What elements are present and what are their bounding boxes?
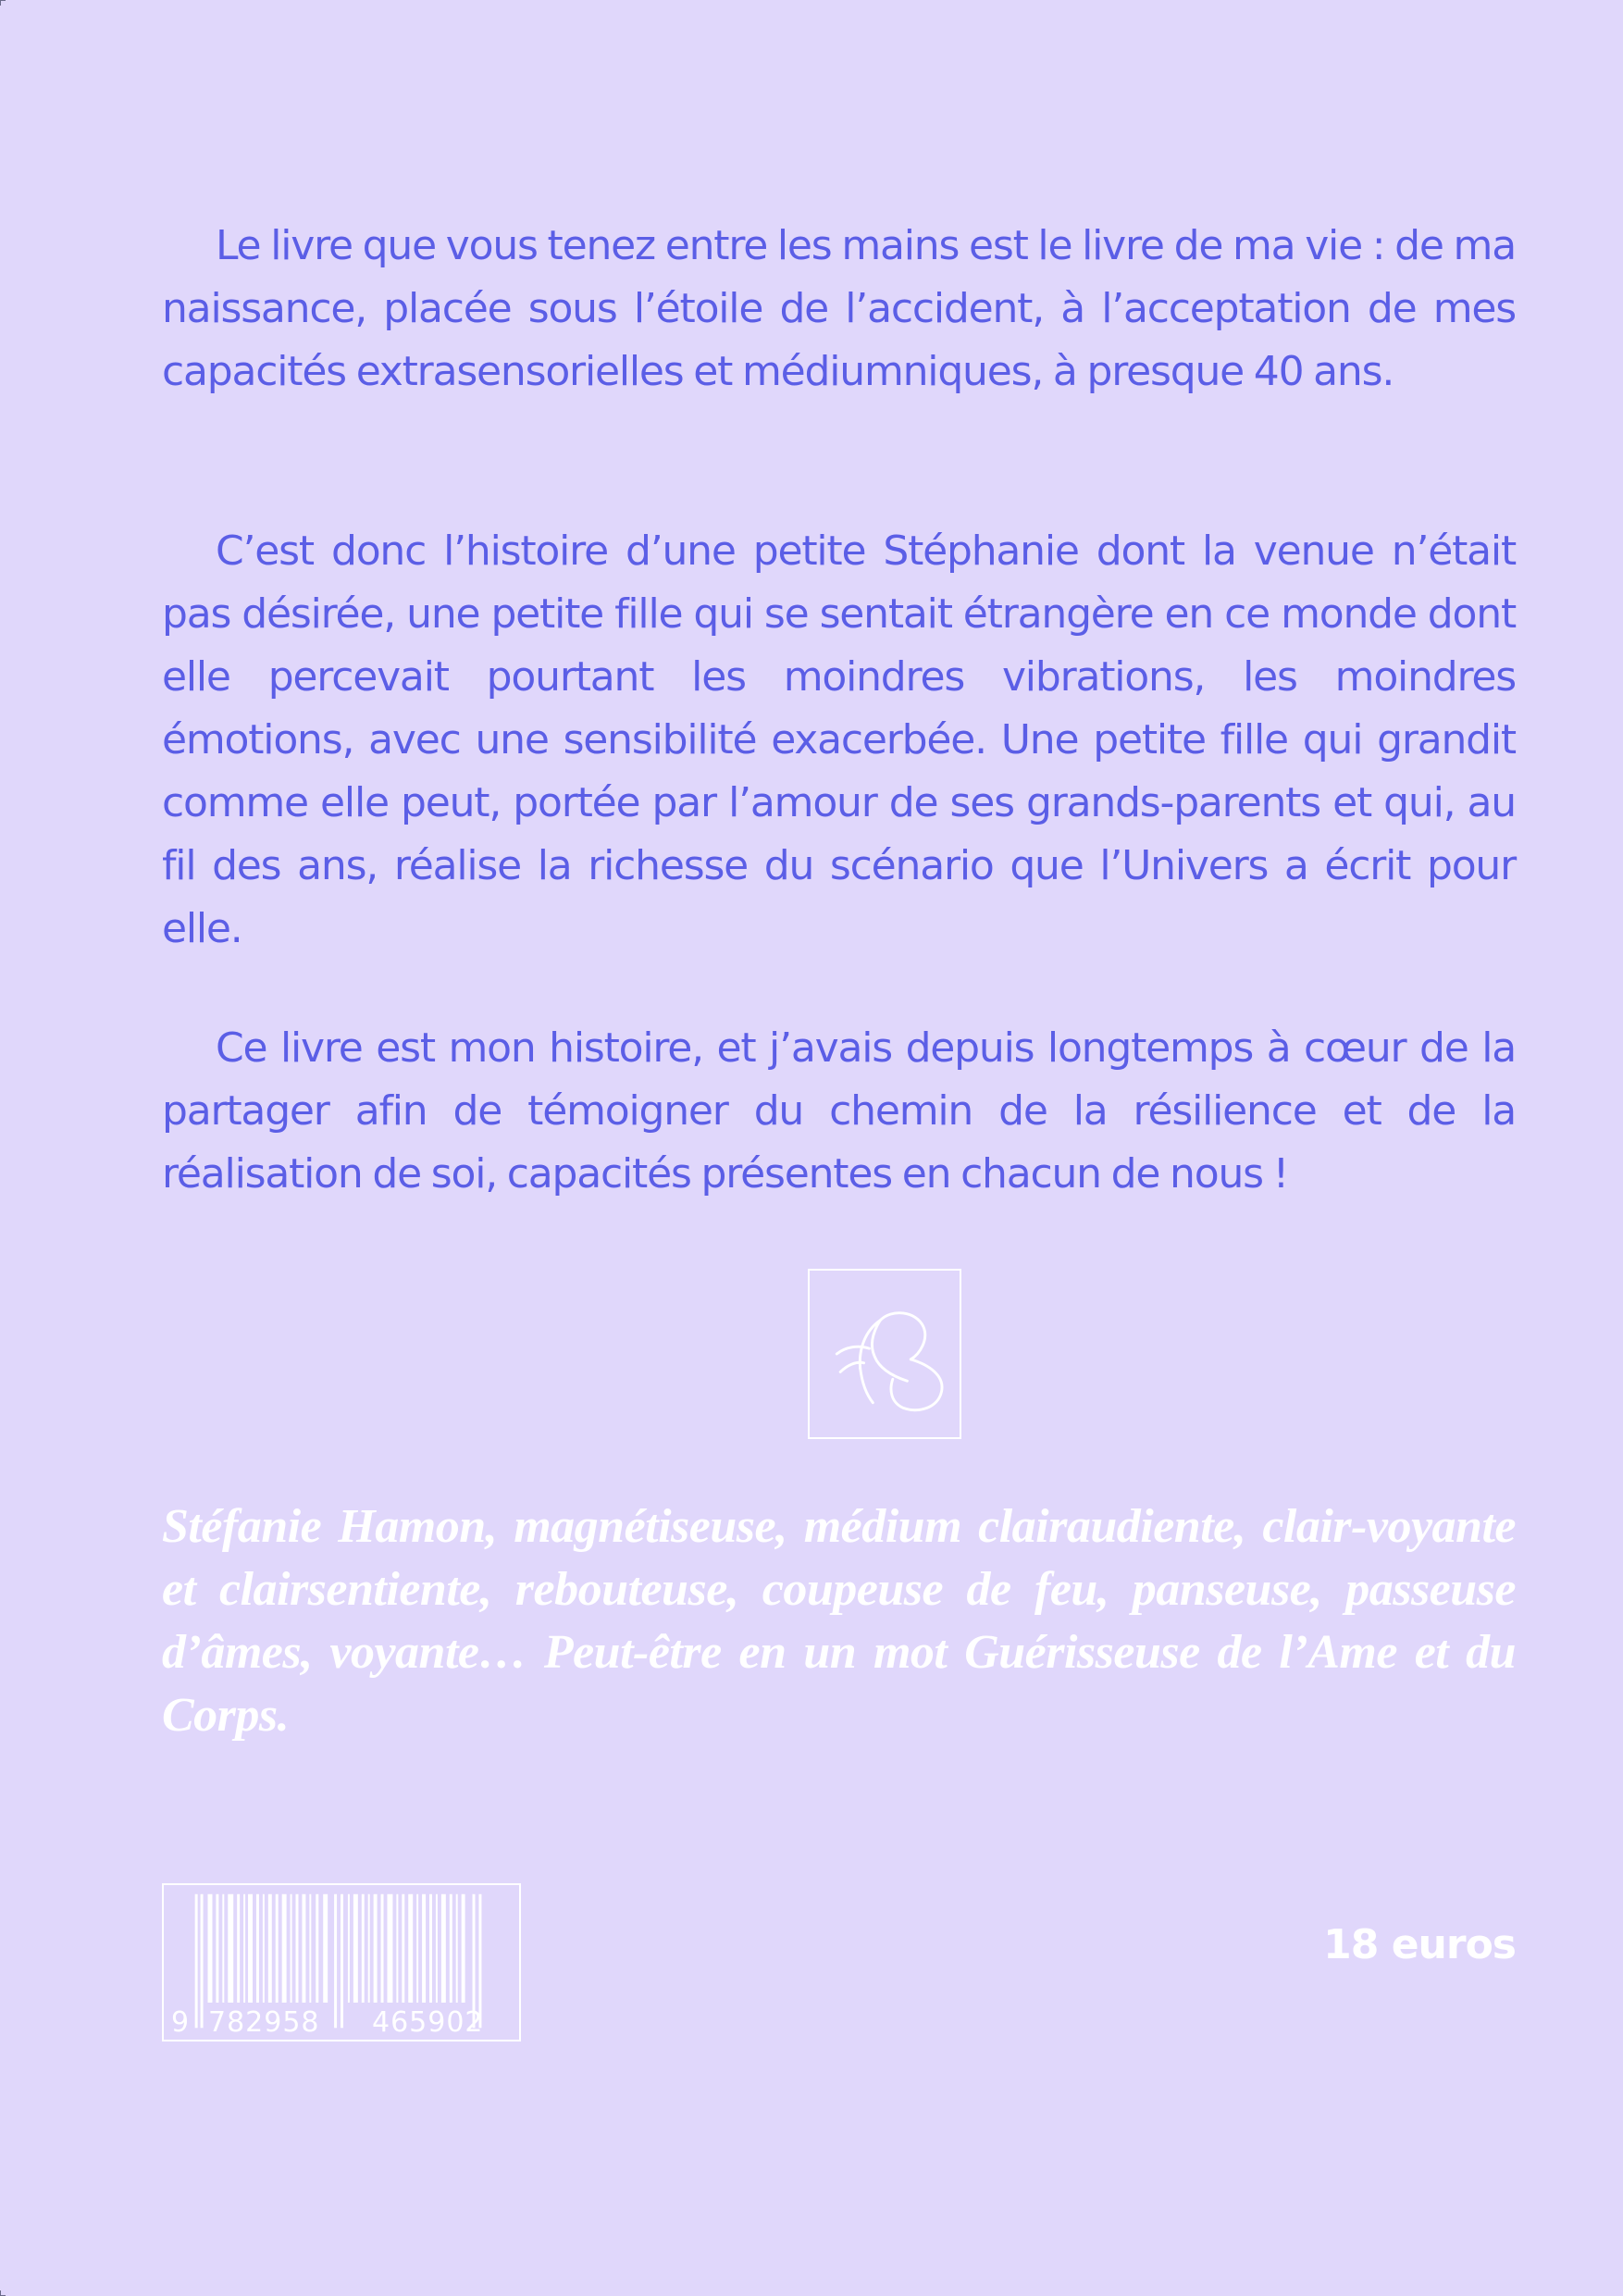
- crop-mark: [0, 0, 6, 6]
- author-bio: Stéfanie Hamon, magnétiseuse, médium clairaudiente, clair-voyante et clairsentiente, rebouteuse, coupeuse de feu, panseuse, passeuse d’âmes, voyante… Peut-être en un mot Guérisseuse de l’Ame et du Corps.: [162, 1500, 1516, 1742]
- isbn-left-group: 782958: [208, 2006, 320, 2039]
- crop-mark: [0, 2290, 6, 2296]
- isbn-right-group: 465902: [372, 2006, 484, 2039]
- description-paragraph: Le livre que vous tenez entre les mains est le livre de ma vie : de ma naissance, placée sous l’étoile de l’accident, à l’acceptation de mes capacités extrasensorielles et médiumniques, à presque 40 ans.: [162, 222, 1516, 395]
- price-label: 18 euros: [1323, 1921, 1516, 1968]
- description-paragraph: Ce livre est mon histoire, et j’avais depuis longtemps à cœur de la partager afin de témoigner du chemin de la résilience et de la réalisation de soi, capacités présentes en chacun de nous !: [162, 1024, 1516, 1198]
- description-paragraph: C’est donc l’histoire d’une petite Stéphanie dont la venue n’était pas désirée, une petite fille qui se sentait étrangère en ce monde dont elle percevait pourtant les moindres vibrations, les moindres émotions, avec une sensibilité exacerbée. Une petite fille qui grandit comme elle peut, portée par l’amour de ses grands-parents et qui, au fil des ans, réalise la richesse du scénario que l’Univers a écrit pour elle.: [162, 527, 1516, 952]
- publisher-logo: [808, 1269, 961, 1439]
- isbn-first-digit: 9: [171, 2006, 191, 2039]
- isbn-barcode: [162, 1883, 521, 2042]
- butterfly-icon: [810, 1271, 960, 1437]
